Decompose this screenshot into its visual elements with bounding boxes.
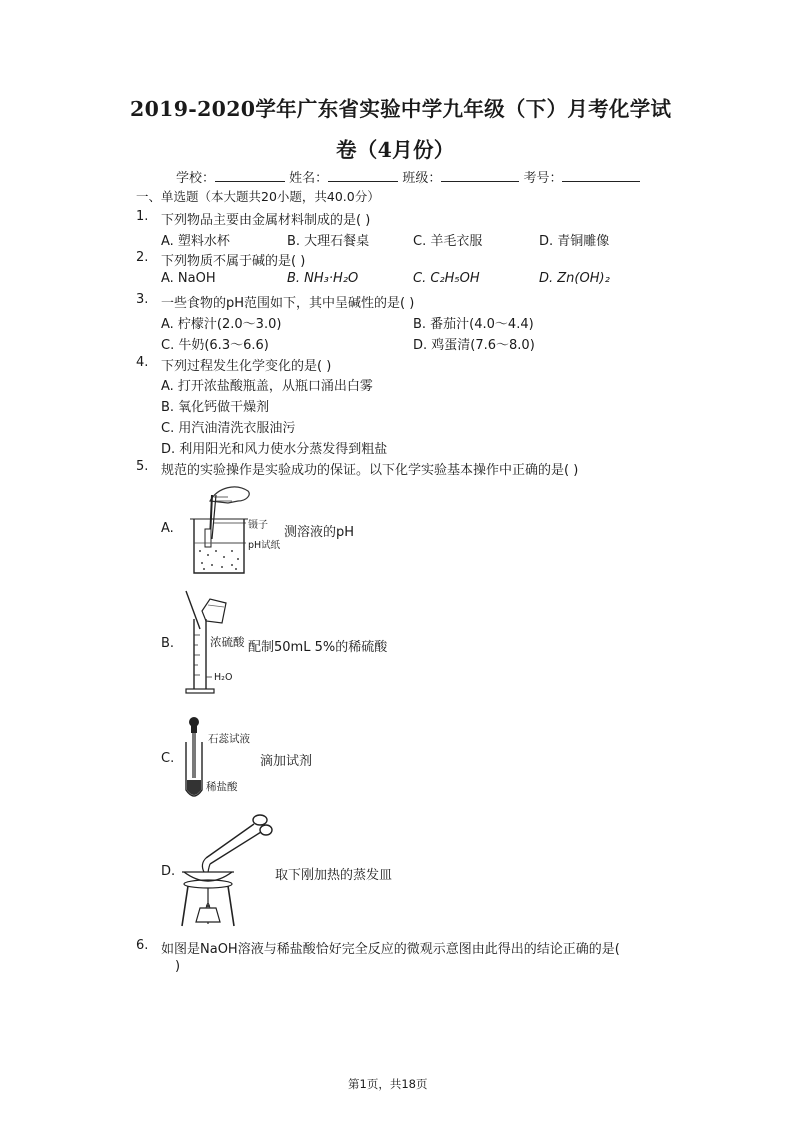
q3-option-a[interactable]: A. 柠檬汁(2.0～3.0) xyxy=(161,317,282,332)
q3-stem: 一些食物的pH范围如下，其中呈碱性的是( ) xyxy=(161,296,415,311)
q6-stem-cont: ) xyxy=(175,959,181,974)
q1-option-d[interactable]: D. 青铜雕像 xyxy=(539,234,610,249)
q5-option-b-letter[interactable]: B. xyxy=(161,636,175,651)
q5-option-d-letter[interactable]: D. xyxy=(161,864,176,879)
class-label: 班级： xyxy=(402,171,442,186)
evaporating-dish-illustration xyxy=(178,812,278,930)
q2-option-b[interactable]: B. NH₃·H₂O xyxy=(287,271,359,286)
q1-number: 1. xyxy=(136,209,149,224)
q1-stem: 下列物品主要由金属材料制成的是( ) xyxy=(161,213,371,228)
page-title: 2019-2020学年广东省实验中学九年级（下）月考化学试 xyxy=(130,97,672,121)
q3-option-c[interactable]: C. 牛奶(6.3～6.6) xyxy=(161,338,269,353)
q3-number: 3. xyxy=(136,292,149,307)
q2-option-a[interactable]: A. NaOH xyxy=(161,271,216,286)
q6-stem: 如图是NaOH溶液与稀盐酸恰好完全反应的微观示意图由此得出的结论正确的是( xyxy=(161,942,620,957)
ph-paper-label: pH试纸 xyxy=(248,540,281,551)
q4-stem: 下列过程发生化学变化的是( ) xyxy=(161,359,332,374)
q5-option-d-caption: 取下刚加热的蒸发皿 xyxy=(275,868,393,883)
page-title-cont: 卷（4月份） xyxy=(336,138,455,162)
q5-option-b-caption: 配制50mL 5%的稀硫酸 xyxy=(248,640,388,655)
name-label: 姓名： xyxy=(289,171,329,186)
q6-number: 6. xyxy=(136,938,149,953)
q1-option-a[interactable]: A. 塑料水杯 xyxy=(161,234,230,249)
ph-test-illustration xyxy=(188,481,283,579)
page-footer: 第1页，共18页 xyxy=(348,1077,428,1091)
school-label: 学校： xyxy=(176,171,216,186)
q3-option-d[interactable]: D. 鸡蛋清(7.6～8.0) xyxy=(413,338,535,353)
q2-number: 2. xyxy=(136,250,149,265)
q4-option-b[interactable]: B. 氧化钙做干燥剂 xyxy=(161,400,270,415)
section-heading: 一、单选题（本大题共20小题，共40.0分） xyxy=(136,189,380,204)
q4-option-a[interactable]: A. 打开浓盐酸瓶盖，从瓶口涌出白雾 xyxy=(161,379,373,394)
tweezers-label: 镊子 xyxy=(248,520,268,531)
q5-option-c-letter[interactable]: C. xyxy=(161,751,175,766)
exam-no-field[interactable] xyxy=(562,167,640,182)
q5-stem: 规范的实验操作是实验成功的保证。以下化学实验基本操作中正确的是( ) xyxy=(161,463,579,478)
q5-option-a-caption: 测溶液的pH xyxy=(284,525,355,540)
water-label: H₂O xyxy=(214,672,233,683)
q5-number: 5. xyxy=(136,459,149,474)
q2-stem: 下列物质不属于碱的是( ) xyxy=(161,254,306,269)
hcl-label: 稀盐酸 xyxy=(206,781,238,793)
q1-option-b[interactable]: B. 大理石餐桌 xyxy=(287,234,370,249)
q4-option-c[interactable]: C. 用汽油清洗衣服油污 xyxy=(161,421,296,436)
name-field[interactable] xyxy=(328,167,398,182)
info-line xyxy=(176,167,640,186)
conc-acid-label: 浓硫酸 xyxy=(210,635,245,649)
school-field[interactable] xyxy=(215,167,285,182)
exam-no-label: 考号： xyxy=(523,171,563,186)
q3-option-b[interactable]: B. 番茄汁(4.0～4.4) xyxy=(413,317,534,332)
q2-option-d[interactable]: D. Zn(OH)₂ xyxy=(539,271,610,286)
q5-option-a-letter[interactable]: A. xyxy=(161,521,174,536)
class-field[interactable] xyxy=(441,167,519,182)
q1-option-c[interactable]: C. 羊毛衣服 xyxy=(413,234,483,249)
litmus-label: 石蕊试液 xyxy=(208,733,250,745)
q4-number: 4. xyxy=(136,355,149,370)
q4-option-d[interactable]: D. 利用阳光和风力使水分蒸发得到粗盐 xyxy=(161,442,388,457)
q2-option-c[interactable]: C. C₂H₅OH xyxy=(413,271,480,286)
q5-option-c-caption: 滴加试剂 xyxy=(260,754,313,769)
